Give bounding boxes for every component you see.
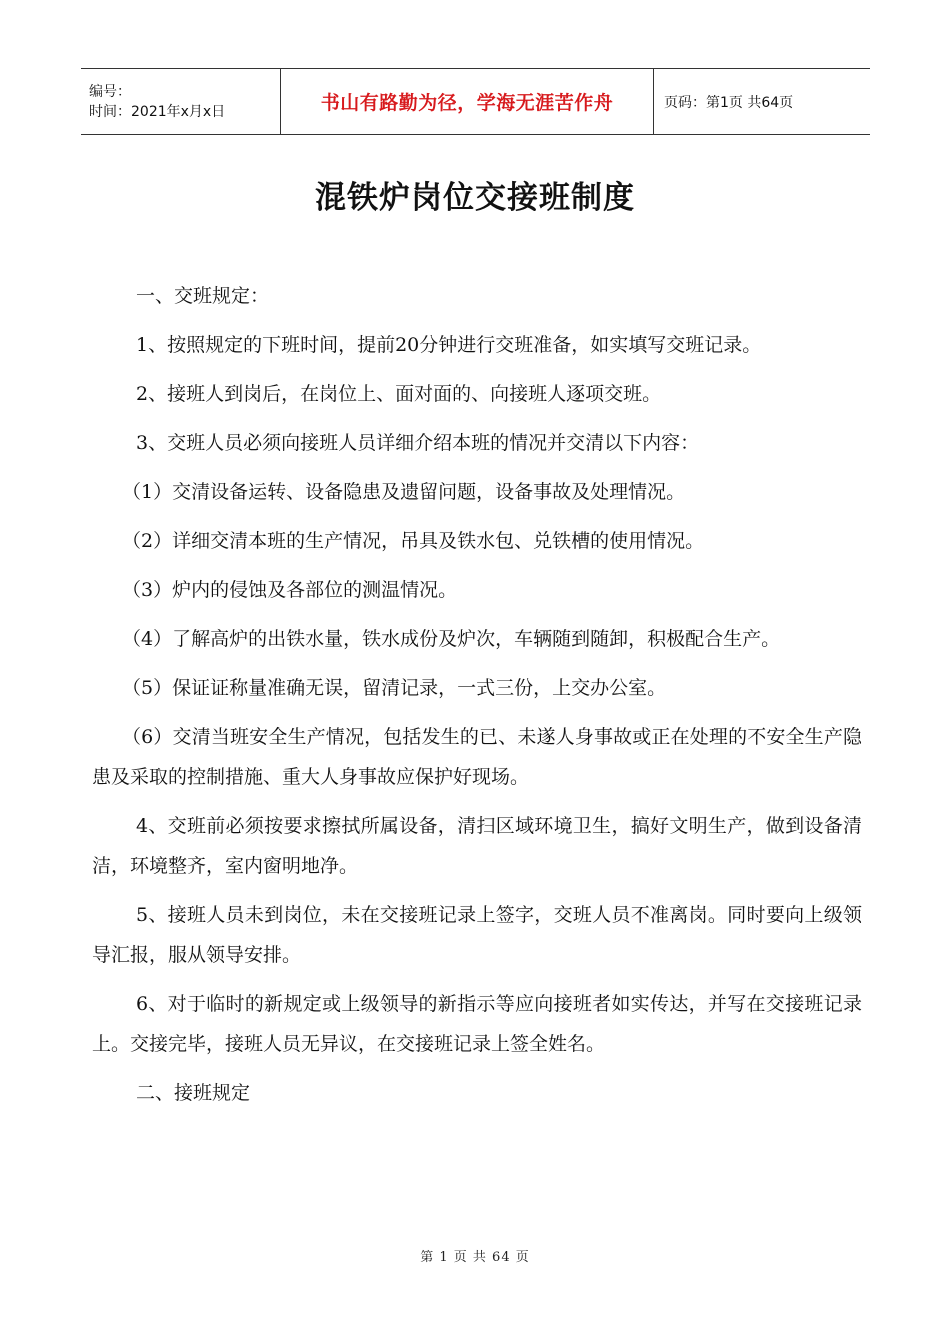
section-heading: 一、交班规定： — [136, 285, 270, 307]
sub-item: （4）了解高炉的出铁水量，铁水成份及炉次，车辆随到随卸，积极配合生产。 — [122, 628, 781, 650]
sub-item: （2）详细交清本班的生产情况，吊具及铁水包、兑铁槽的使用情况。 — [122, 530, 705, 552]
paragraph: 5、接班人员未到岗位，未在交接班记录上签字，交班人员不准离岗。同时要向上级领导汇报，服从领导安排。 — [92, 904, 862, 966]
header-meta-cell — [81, 69, 281, 134]
paragraph: 1、按照规定的下班时间，提前20分钟进行交班准备，如实填写交班记录。 — [136, 334, 762, 356]
paragraph: 2、接班人到岗后，在岗位上、面对面的、向接班人逐项交班。 — [136, 383, 662, 405]
document-number-label: 编号： — [89, 83, 131, 100]
sub-item: （6）交清当班安全生产情况，包括发生的已、未遂人身事故或正在处理的不安全生产隐患及采取的控制措施、重大人身事故应保护好现场。 — [92, 726, 862, 788]
header-page-cell — [654, 69, 870, 134]
document-header — [81, 68, 870, 135]
header-motto: 书山有路勤为径，学海无涯苦作舟 — [320, 92, 614, 114]
document-title: 混铁炉岗位交接班制度 — [315, 180, 635, 216]
section-heading: 二、接班规定 — [136, 1082, 251, 1104]
header-motto-cell — [281, 69, 654, 134]
paragraph: 4、交班前必须按要求擦拭所属设备，清扫区域环境卫生，搞好文明生产，做到设备清洁，环境整齐，室内窗明地净。 — [92, 815, 862, 877]
sub-item: （3）炉内的侵蚀及各部位的测温情况。 — [122, 579, 458, 601]
header-page-label: 页码：第1页 共64页 — [664, 94, 794, 111]
page-footer: 第 1 页 共 64 页 — [420, 1250, 530, 1265]
sub-item: （5）保证证称量准确无误，留清记录，一式三份，上交办公室。 — [122, 677, 667, 699]
document-date-label: 时间：2021年x月x日 — [89, 103, 226, 120]
document-body — [92, 276, 862, 1122]
paragraph: 3、交班人员必须向接班人员详细介绍本班的情况并交清以下内容： — [136, 432, 700, 454]
paragraph: 6、对于临时的新规定或上级领导的新指示等应向接班者如实传达，并写在交接班记录上。交接完毕，接班人员无异议，在交接班记录上签全姓名。 — [92, 993, 862, 1055]
sub-item: （1）交清设备运转、设备隐患及遗留问题，设备事故及处理情况。 — [122, 481, 686, 503]
